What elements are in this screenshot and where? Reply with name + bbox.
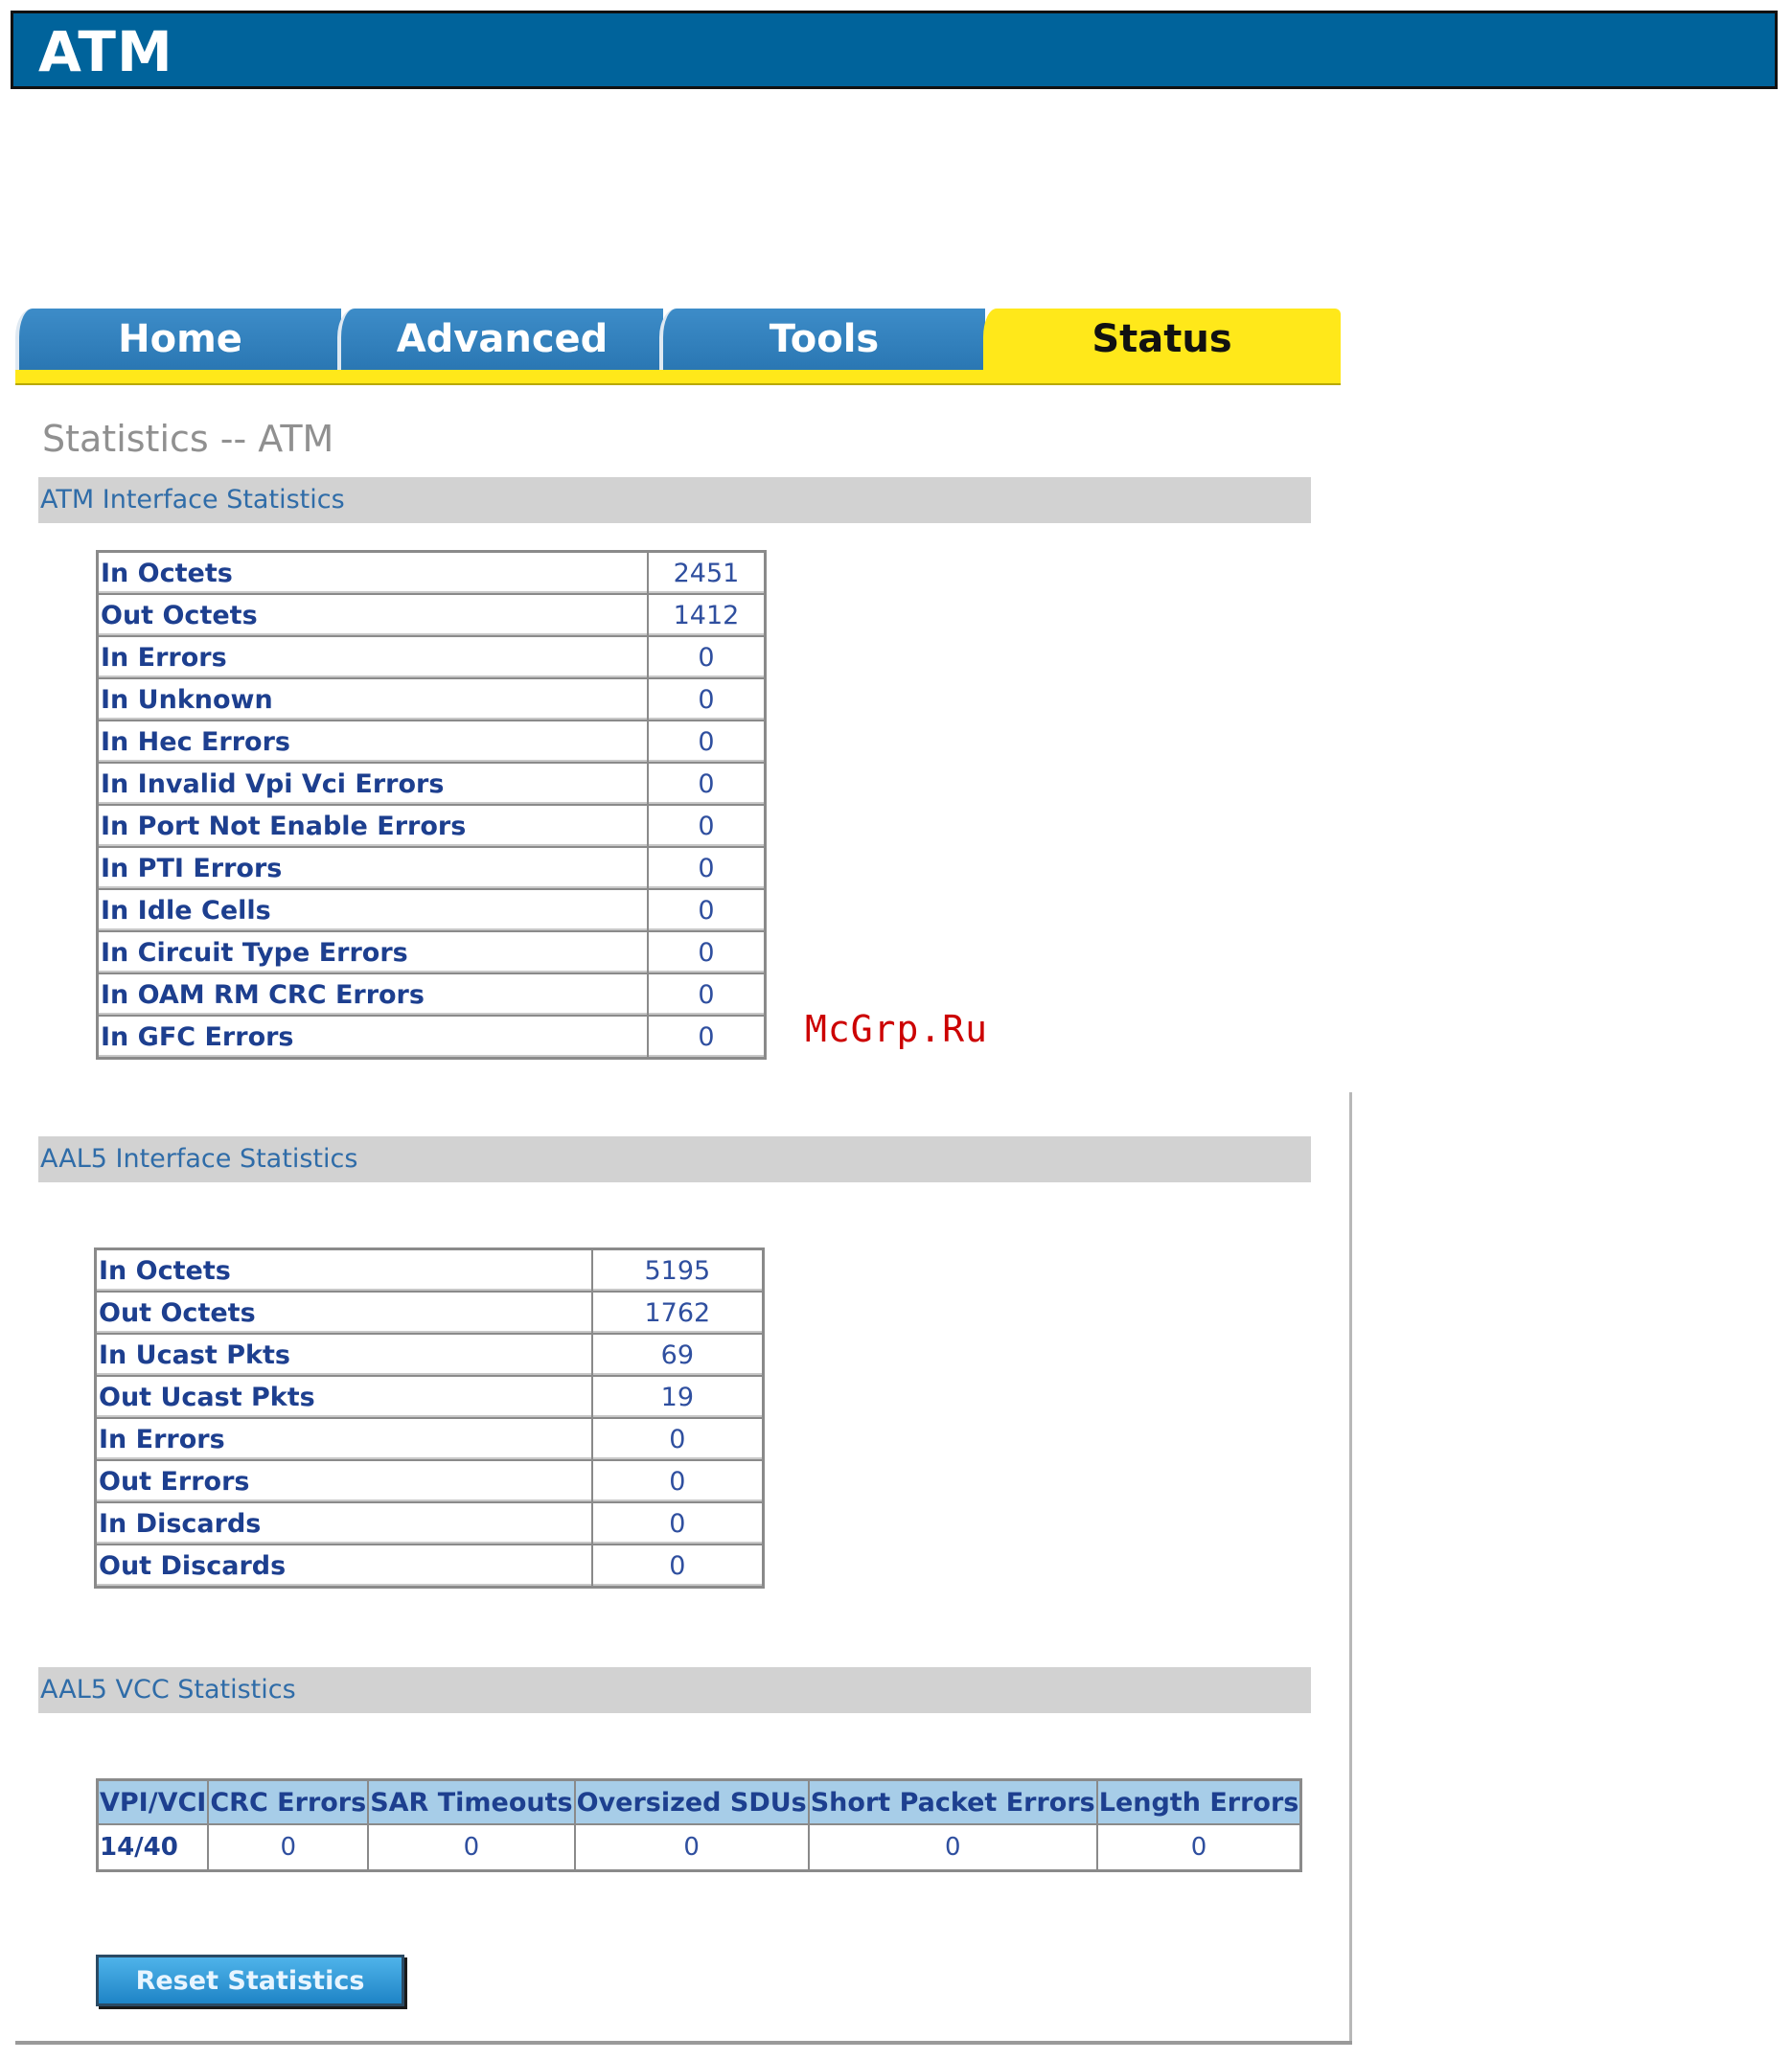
stat-label: In Errors [98,636,648,678]
table-cell: 0 [809,1824,1097,1871]
section-aal5-interface [38,1136,1311,1182]
stat-label: In Port Not Enable Errors [98,805,648,847]
stat-value: 19 [592,1376,764,1418]
tab-advanced[interactable]: Advanced [337,309,663,370]
table-row [96,1249,764,1293]
stat-value: 0 [648,973,766,1016]
stat-value: 0 [648,805,766,847]
section-atm-interface [38,477,1311,523]
table-row [98,847,766,889]
column-header: Oversized SDUs [575,1780,809,1825]
table-row [98,805,766,847]
stat-label: In Invalid Vpi Vci Errors [98,763,648,805]
table-cell: 0 [1097,1824,1301,1871]
stat-label: Out Octets [96,1292,592,1334]
stat-label: In Circuit Type Errors [98,931,648,973]
column-header: CRC Errors [208,1780,368,1825]
table-row [96,1418,764,1460]
watermark-text: McGrp.Ru [805,1008,989,1050]
stat-label: In Octets [96,1249,592,1293]
stat-value: 0 [648,678,766,721]
stat-value: 69 [592,1334,764,1376]
stat-label: In PTI Errors [98,847,648,889]
stat-value: 0 [592,1460,764,1502]
stat-label: Out Octets [98,594,648,636]
column-header: VPI/VCI [98,1780,209,1825]
tab-tools[interactable]: Tools [659,309,985,370]
stat-value: 0 [648,847,766,889]
page-header-title: ATM [38,19,173,84]
panel-bottom-edge [15,2041,1352,2045]
table-row [96,1460,764,1502]
aal5-vcc-table [96,1778,1302,1872]
stat-label: In Discards [96,1502,592,1545]
tab-home[interactable]: Home [15,309,341,370]
vpi-vci-cell: 14/40 [98,1824,209,1871]
stat-value: 0 [592,1502,764,1545]
stat-label: In GFC Errors [98,1016,648,1059]
table-row [96,1334,764,1376]
stat-value: 0 [648,1016,766,1059]
stat-label: In Idle Cells [98,889,648,931]
stat-value: 0 [648,721,766,763]
table-row [98,678,766,721]
table-cell: 0 [208,1824,368,1871]
column-header: SAR Timeouts [368,1780,574,1825]
page-title: Statistics -- ATM [42,418,334,460]
stat-label: In Octets [98,552,648,595]
aal5-interface-table [94,1247,765,1589]
table-header-row [98,1780,1301,1825]
stat-value: 2451 [648,552,766,595]
table-cell: 0 [368,1824,574,1871]
stat-value: 0 [592,1545,764,1588]
section-aal5-vcc [38,1667,1311,1713]
table-row [96,1502,764,1545]
table-row [96,1376,764,1418]
main-tab-bar [15,309,1341,370]
table-row [98,973,766,1016]
page-header-banner [11,11,1778,89]
stat-value: 0 [592,1418,764,1460]
table-row [98,931,766,973]
stat-label: Out Ucast Pkts [96,1376,592,1418]
table-row [98,1016,766,1059]
column-header: Length Errors [1097,1780,1301,1825]
section-heading: ATM Interface Statistics [40,485,345,515]
stat-value: 0 [648,636,766,678]
stat-label: In Hec Errors [98,721,648,763]
stat-value: 1762 [592,1292,764,1334]
table-row [98,594,766,636]
stat-value: 0 [648,763,766,805]
stat-label: Out Errors [96,1460,592,1502]
table-row [98,552,766,595]
table-row [98,636,766,678]
table-row [96,1545,764,1588]
tab-underline [15,370,1341,385]
stat-value: 5195 [592,1249,764,1293]
reset-statistics-button[interactable]: Reset Statistics [96,1955,404,2006]
table-row [98,721,766,763]
atm-interface-table [96,550,767,1060]
stat-label: In Ucast Pkts [96,1334,592,1376]
stat-label: In OAM RM CRC Errors [98,973,648,1016]
column-header: Short Packet Errors [809,1780,1097,1825]
table-row [98,763,766,805]
panel-right-edge [1349,1092,1352,2045]
stat-label: Out Discards [96,1545,592,1588]
tab-status[interactable]: Status [983,309,1341,370]
table-row [98,1824,1301,1871]
stat-label: In Unknown [98,678,648,721]
section-heading: AAL5 Interface Statistics [40,1144,358,1174]
stat-value: 1412 [648,594,766,636]
stat-value: 0 [648,931,766,973]
stat-label: In Errors [96,1418,592,1460]
table-row [96,1292,764,1334]
table-cell: 0 [575,1824,809,1871]
stat-value: 0 [648,889,766,931]
table-row [98,889,766,931]
section-heading: AAL5 VCC Statistics [40,1675,296,1705]
